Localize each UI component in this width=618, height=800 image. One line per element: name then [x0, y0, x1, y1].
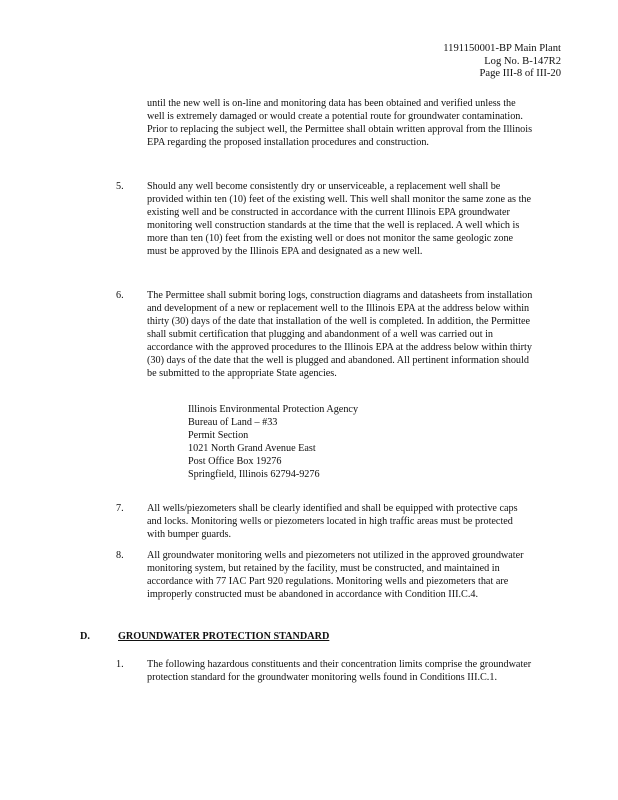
address-city: Springfield, Illinois 62794-9276: [188, 469, 320, 480]
page-header: [443, 43, 561, 81]
item-7-text: All wells/piezometers shall be clearly identified and shall be equipped with protective caps and locks. Monitoring wells or piezometers located in high traffic areas must be protected with bumper guards.: [147, 503, 518, 540]
page-number: Page III-8 of III-20: [479, 68, 561, 79]
item-8-number: 8.: [116, 550, 124, 561]
item-5-number: 5.: [116, 181, 124, 192]
item-6-text: The Permittee shall submit boring logs, construction diagrams and datasheets from installation and development of a new or replacement well to the Illinois EPA at the address below within thirty (30) days of the date that installation of the well is completed. In addition, the Permittee shall submit certification that plugging and abandonment of a well was carried out in accordance with the approved procedures to the Illinois EPA at the address below within thirty (30) days of the date that the well is plugged and abandoned. All pertinent information should be submitted to the appropriate State agencies.: [147, 290, 533, 379]
mailing-address: [188, 403, 358, 481]
address-po-box: Post Office Box 19276: [188, 456, 282, 467]
item-8-text: All groundwater monitoring wells and piezometers not utilized in the approved groundwater monitoring system, but retained by the facility, must be constructed, and maintained in accordance with 77 IAC Part 920 regulations. Monitoring wells and piezometers that are improperly constructed must be abandoned in accordance with Condition III.C.4.: [147, 550, 524, 600]
continuation-paragraph: until the new well is on-line and monitoring data has been obtained and verified unless the well is extremely damaged or would create a potential route for groundwater contamination. Prior to replacing the subject well, the Permittee shall obtain written approval from the Illinois EPA regarding the proposed installation procedures and construction.: [147, 98, 533, 148]
permit-number: 1191150001-BP Main Plant: [443, 43, 561, 54]
item-6-number: 6.: [116, 290, 124, 301]
address-street: 1021 North Grand Avenue East: [188, 443, 316, 454]
section-item-number: 1.: [116, 659, 124, 670]
address-agency: Illinois Environmental Protection Agency: [188, 404, 359, 415]
log-number: Log No. B-147R2: [484, 55, 561, 67]
item-7-number: 7.: [116, 503, 124, 514]
section-item-text: The following hazardous constituents and their concentration limits comprise the groundwater protection standard for the groundwater monitoring wells found in Conditions III.C.1.: [147, 659, 532, 683]
section-title: GROUNDWATER PROTECTION STANDARD: [118, 631, 330, 642]
item-5-text: Should any well become consistently dry or unserviceable, a replacement well shall be provided within ten (10) feet of the existing well. This well shall monitor the same zone as the existing well and be constructed in accordance with the current Illinois EPA groundwater monitoring well construction standards at the time that the well is replaced. A well which is more than ten (10) feet from the existing well or does not monitor the same geologic zone must be approved by the Illinois EPA and designated as a new well.: [147, 181, 532, 257]
address-section: Permit Section: [188, 430, 249, 441]
section-letter: D.: [80, 631, 90, 642]
address-bureau: Bureau of Land – #33: [188, 417, 278, 428]
